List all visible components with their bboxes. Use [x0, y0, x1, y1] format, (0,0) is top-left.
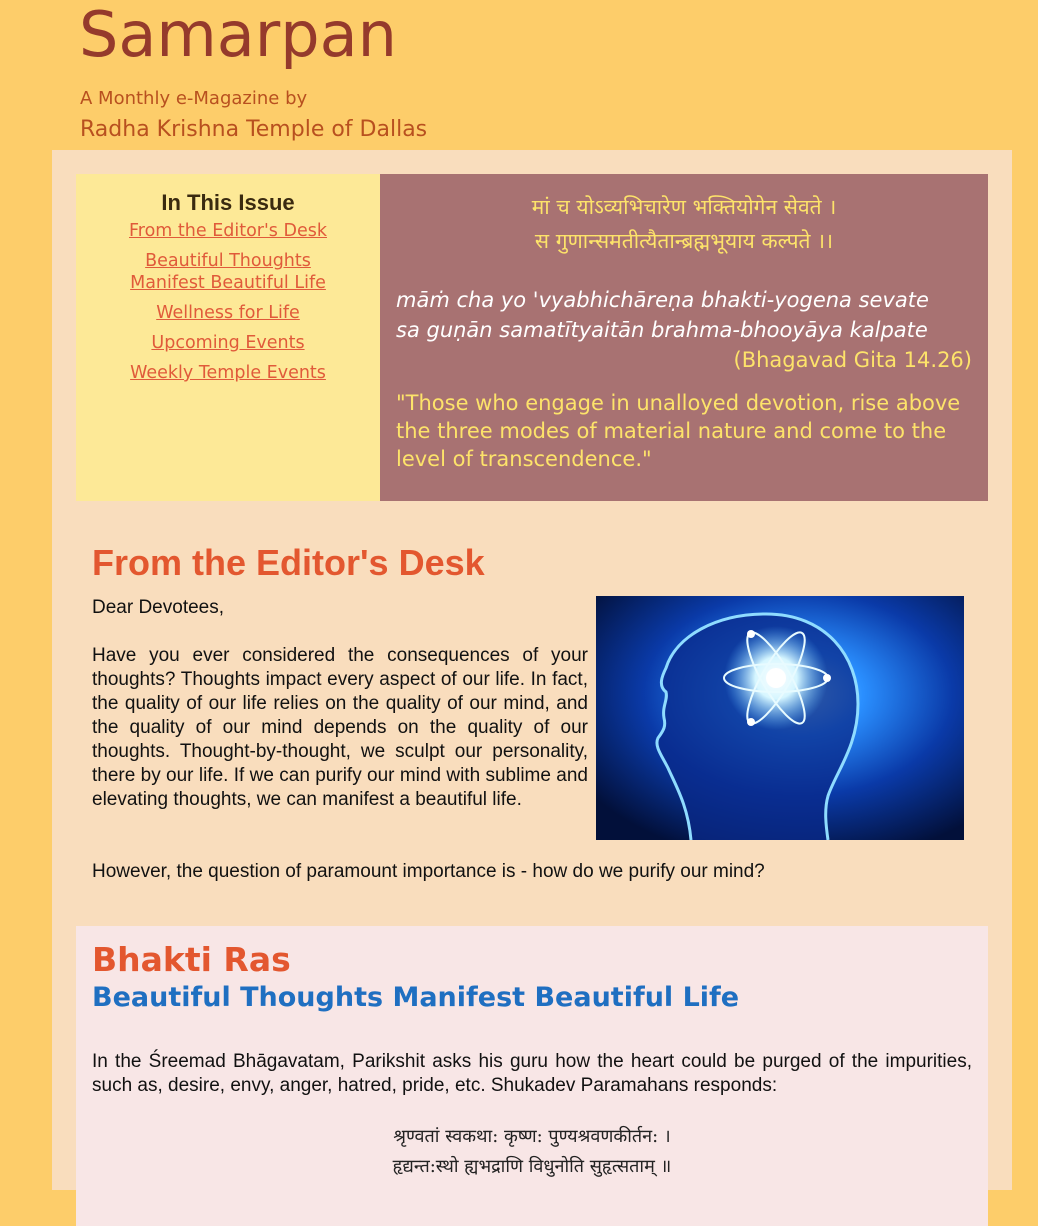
magazine-subtitle: A Monthly e-Magazine by [80, 88, 308, 109]
magazine-title: Samarpan [79, 0, 397, 71]
bhakti-ras-title: Bhakti Ras [92, 940, 291, 979]
issue-link-wellness[interactable]: Wellness for Life [156, 303, 300, 323]
content-panel [52, 150, 1012, 1190]
issue-link-upcoming-events[interactable]: Upcoming Events [151, 333, 305, 353]
bhakti-sanskrit-line2: हृद्यन्त:स्थो ह्यभद्राणि विधुनोति सुहृत्सताम् ॥ [392, 1156, 672, 1177]
verse-translit-line2: sa guṇān samatītyaitān brahma-bhooyāya kalpate [396, 318, 928, 342]
in-this-issue-heading: In This Issue [161, 190, 295, 215]
issue-link-editors-desk[interactable]: From the Editor's Desk [129, 221, 327, 241]
editor-closing: However, the question of paramount importance is - how do we purify our mind? [92, 861, 765, 882]
bhakti-ras-section [76, 926, 988, 1226]
in-this-issue-box [76, 174, 380, 501]
bhakti-sanskrit-line1: श्रृण्वतां स्वकथा: कृष्ण: पुण्यश्रवणकीर्तन: । [393, 1126, 671, 1147]
issue-link-beautiful-thoughts[interactable]: Beautiful Thoughts Manifest Beautiful Life [130, 251, 326, 293]
verse-sanskrit-line2: स गुणान्समतीत्यैतान्ब्रह्मभूयाय कल्पते ।। [534, 229, 834, 253]
editor-section-title: From the Editor's Desk [92, 542, 485, 583]
verse-citation: (Bhagavad Gita 14.26) [733, 348, 972, 372]
verse-sanskrit-line1: मां च योऽव्यभिचारेण भक्तियोगेन सेवते । [531, 195, 837, 219]
issue-link-weekly-events[interactable]: Weekly Temple Events [130, 363, 326, 383]
verse-box [380, 174, 988, 501]
editor-body: Have you ever considered the consequences of your thoughts? Thoughts impact every aspect of our life. In fact, the quality of our life relies on the quality of our mind, and the quality of our mind depends on the quality of our thoughts. Thought-by-thought, we sculpt our personality, there by our life. If we can purify our mind with sublime and elevating thoughts, we can manifest a beautiful life. [92, 645, 588, 810]
bhakti-ras-body: In the Śreemad Bhāgavatam, Parikshit asks his guru how the heart could be purged of the impurities, such as, desire, envy, anger, hatred, pride, etc. Shukadev Paramahans responds: [92, 1051, 972, 1096]
editor-greeting: Dear Devotees, [92, 597, 225, 618]
bhakti-ras-subtitle: Beautiful Thoughts Manifest Beautiful Life [92, 982, 740, 1013]
glowing-head-atom-image [596, 596, 964, 840]
magazine-publisher: Radha Krishna Temple of Dallas [80, 117, 428, 142]
verse-meaning: "Those who engage in unalloyed devotion, rise above the three modes of material nature and come to the level of transcendence." [396, 391, 961, 471]
verse-transliteration [396, 285, 988, 345]
verse-translit-line1: māṁ cha yo 'vyabhichāreṇa bhakti-yogena sevate [396, 288, 929, 312]
bhakti-sanskrit-verse [76, 1122, 988, 1182]
editor-text [92, 596, 588, 836]
